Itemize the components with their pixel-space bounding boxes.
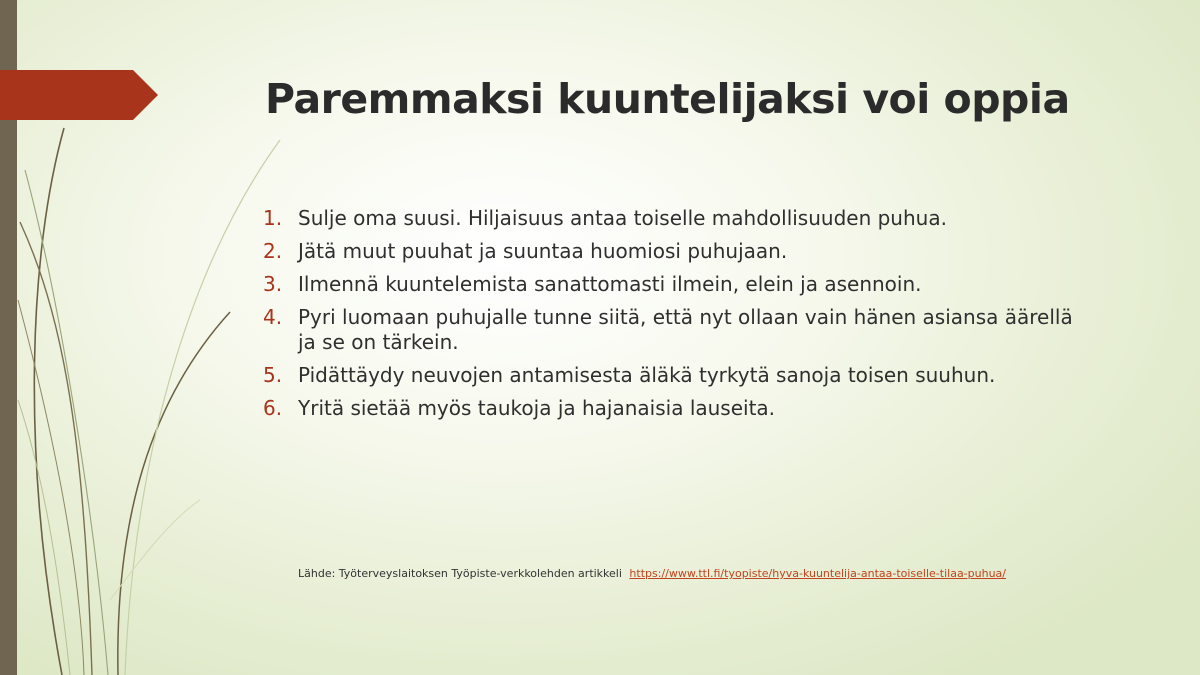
list-item-text: Yritä sietää myös taukoja ja hajanaisia lauseita. <box>298 396 776 420</box>
source-citation <box>298 567 1178 580</box>
list-item <box>263 396 1093 421</box>
numbered-list <box>263 206 1093 429</box>
list-item-text: Sulje oma suusi. Hiljaisuus antaa toiselle mahdollisuuden puhua. <box>298 206 947 230</box>
source-label: Lähde: Työterveyslaitoksen Työpiste-verkkolehden artikkeli <box>298 567 622 580</box>
list-item <box>263 272 1093 297</box>
slide-title: Paremmaksi kuuntelijaksi voi oppia <box>265 75 1070 123</box>
list-item-number: 4. <box>263 305 283 329</box>
list-item-number: 6. <box>263 396 283 420</box>
list-item <box>263 206 1093 231</box>
list-item-text: Pidättäydy neuvojen antamisesta äläkä tyrkytä sanoja toisen suuhun. <box>298 363 996 387</box>
list-item-number: 5. <box>263 363 283 387</box>
list-item-number: 3. <box>263 272 283 296</box>
title-arrow-shape <box>0 70 160 120</box>
list-item-number: 2. <box>263 239 283 263</box>
list-item-number: 1. <box>263 206 283 230</box>
list-item-text: Ilmennä kuuntelemista sanattomasti ilmein, elein ja asennoin. <box>298 272 922 296</box>
list-item-text: Pyri luomaan puhujalle tunne siitä, että nyt ollaan vain hänen asiansa äärellä ja se on tärkein. <box>298 305 1073 354</box>
list-item-text: Jätä muut puuhat ja suuntaa huomiosi puhujaan. <box>298 239 788 263</box>
list-item <box>263 305 1093 355</box>
list-item <box>263 239 1093 264</box>
list-item <box>263 363 1093 388</box>
source-link[interactable]: https://www.ttl.fi/tyopiste/hyva-kuuntelija-antaa-toiselle-tilaa-puhua/ <box>629 567 1006 580</box>
